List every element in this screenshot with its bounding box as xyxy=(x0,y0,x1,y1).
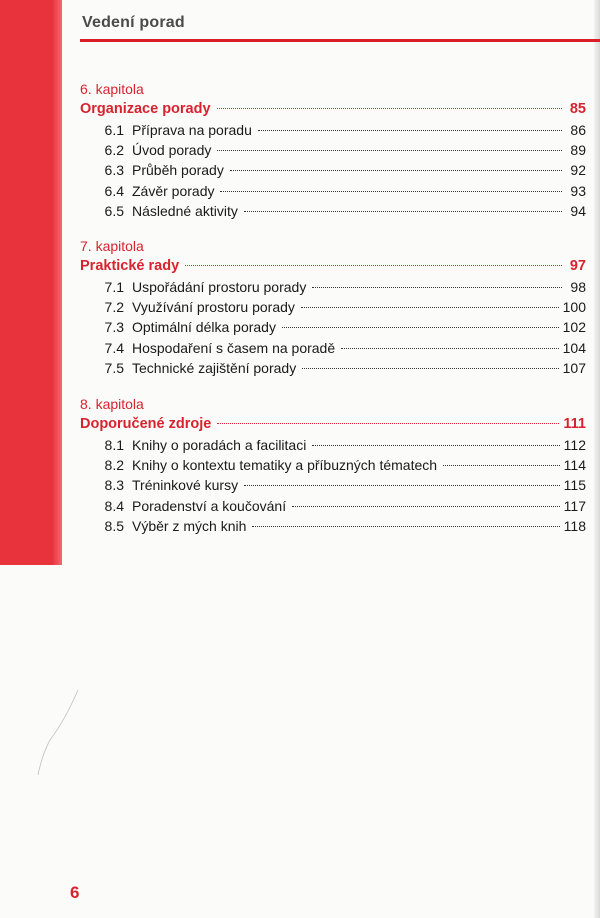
section-title: Poradenství a koučování xyxy=(132,497,287,514)
section-title: Závěr porady xyxy=(132,182,215,199)
section-number: 8.4 xyxy=(104,497,124,514)
section-page: 94 xyxy=(570,202,586,219)
section-page: 117 xyxy=(563,497,586,514)
dot-leader xyxy=(244,211,562,212)
section-title: Využívání prostoru porady xyxy=(132,299,295,316)
dot-leader xyxy=(217,423,559,424)
section-number: 7.1 xyxy=(104,279,124,295)
section-number: 8.1 xyxy=(104,437,124,453)
section-number: 7.3 xyxy=(104,319,124,336)
dot-leader xyxy=(292,506,560,507)
dot-leader xyxy=(217,150,562,151)
section-title: Tréninkové kursy xyxy=(132,477,239,494)
section-number: 7.2 xyxy=(104,299,124,316)
chapter-page: 97 xyxy=(569,258,586,274)
toc-entry[interactable] xyxy=(80,496,586,516)
toc-entry[interactable] xyxy=(80,297,586,317)
section-title: Následné aktivity xyxy=(132,202,238,219)
section-title: Optimální délka porady xyxy=(132,319,276,336)
chapter-title-row[interactable] xyxy=(80,255,586,277)
section-page: 93 xyxy=(570,182,586,199)
section-page: 104 xyxy=(562,339,586,356)
section-title: Knihy o kontextu tematiky a příbuzných tématech xyxy=(132,457,438,474)
section-title: Výběr z mých knih xyxy=(132,517,247,534)
pencil-mark xyxy=(20,680,90,790)
section-number: 6.2 xyxy=(104,142,124,159)
section-number: 6.1 xyxy=(104,122,124,138)
toc-entry[interactable] xyxy=(80,140,586,160)
chapter-page: 85 xyxy=(569,101,586,117)
chapter-label: 6. kapitola xyxy=(80,81,144,97)
section-number: 7.5 xyxy=(104,359,124,376)
toc-entry[interactable] xyxy=(80,120,586,140)
toc-entry[interactable] xyxy=(80,475,586,495)
toc-entry[interactable] xyxy=(80,358,586,378)
section-page: 118 xyxy=(563,517,586,534)
chapter-title-row[interactable] xyxy=(80,413,586,435)
toc-entry[interactable] xyxy=(80,201,586,221)
dot-leader xyxy=(185,265,562,266)
red-side-band xyxy=(0,0,62,565)
chapter-title: Doporučené zdroje xyxy=(80,416,212,432)
toc-entry[interactable] xyxy=(80,516,586,536)
section-number: 8.5 xyxy=(104,517,124,534)
dot-leader xyxy=(312,287,562,288)
section-number: 8.2 xyxy=(104,457,124,474)
dot-leader xyxy=(252,526,559,527)
section-page: 89 xyxy=(570,142,586,159)
dot-leader xyxy=(341,348,559,349)
dot-leader xyxy=(301,307,559,308)
section-title: Technické zajištění porady xyxy=(132,359,297,376)
section-page: 107 xyxy=(562,359,586,376)
section-number: 8.3 xyxy=(104,477,124,494)
dot-leader xyxy=(282,327,559,328)
section-page: 102 xyxy=(562,319,586,336)
section-number: 6.4 xyxy=(104,182,124,199)
toc-entry[interactable] xyxy=(80,455,586,475)
section-number: 6.5 xyxy=(104,202,124,219)
section-number: 7.4 xyxy=(104,339,124,356)
chapter-label: 7. kapitola xyxy=(80,238,144,254)
section-page: 112 xyxy=(563,437,586,453)
section-number: 6.3 xyxy=(104,162,124,179)
section-page: 92 xyxy=(570,162,586,179)
section-page: 98 xyxy=(570,279,586,295)
dot-leader xyxy=(230,170,562,171)
section-title: Úvod porady xyxy=(132,142,212,159)
toc-entry[interactable] xyxy=(80,160,586,180)
section-title: Příprava na poradu xyxy=(132,122,252,138)
chapter-label: 8. kapitola xyxy=(80,396,144,412)
toc-entry[interactable] xyxy=(80,181,586,201)
section-title: Hospodaření s časem na poradě xyxy=(132,339,336,356)
page-number: 6 xyxy=(70,883,80,902)
header-rule xyxy=(80,39,600,42)
toc-entry[interactable] xyxy=(80,435,586,455)
dot-leader xyxy=(244,485,560,486)
section-page: 100 xyxy=(562,299,586,316)
section-title: Knihy o poradách a facilitaci xyxy=(132,437,307,453)
toc-entry[interactable] xyxy=(80,277,586,297)
chapter-title: Praktické rady xyxy=(80,258,180,274)
section-page: 115 xyxy=(563,477,586,494)
dot-leader xyxy=(443,465,560,466)
toc-entry[interactable] xyxy=(80,317,586,337)
section-title: Průběh porady xyxy=(132,162,224,179)
running-header-title: Vedení porad xyxy=(82,14,185,31)
page-edge-shadow xyxy=(594,0,600,918)
dot-leader xyxy=(220,191,562,192)
dot-leader xyxy=(302,368,558,369)
dot-leader xyxy=(312,445,559,446)
chapter-title-row[interactable] xyxy=(80,98,586,120)
section-title: Uspořádání prostoru porady xyxy=(132,279,307,295)
section-page: 86 xyxy=(570,122,586,138)
dot-leader xyxy=(258,130,562,131)
chapter-page: 111 xyxy=(563,416,586,432)
chapter-7 xyxy=(80,237,586,378)
toc-entry[interactable] xyxy=(80,338,586,358)
section-page: 114 xyxy=(563,457,586,474)
chapter-6 xyxy=(80,80,586,221)
dot-leader xyxy=(217,108,562,109)
chapter-8 xyxy=(80,395,586,536)
chapter-title: Organizace porady xyxy=(80,101,211,117)
